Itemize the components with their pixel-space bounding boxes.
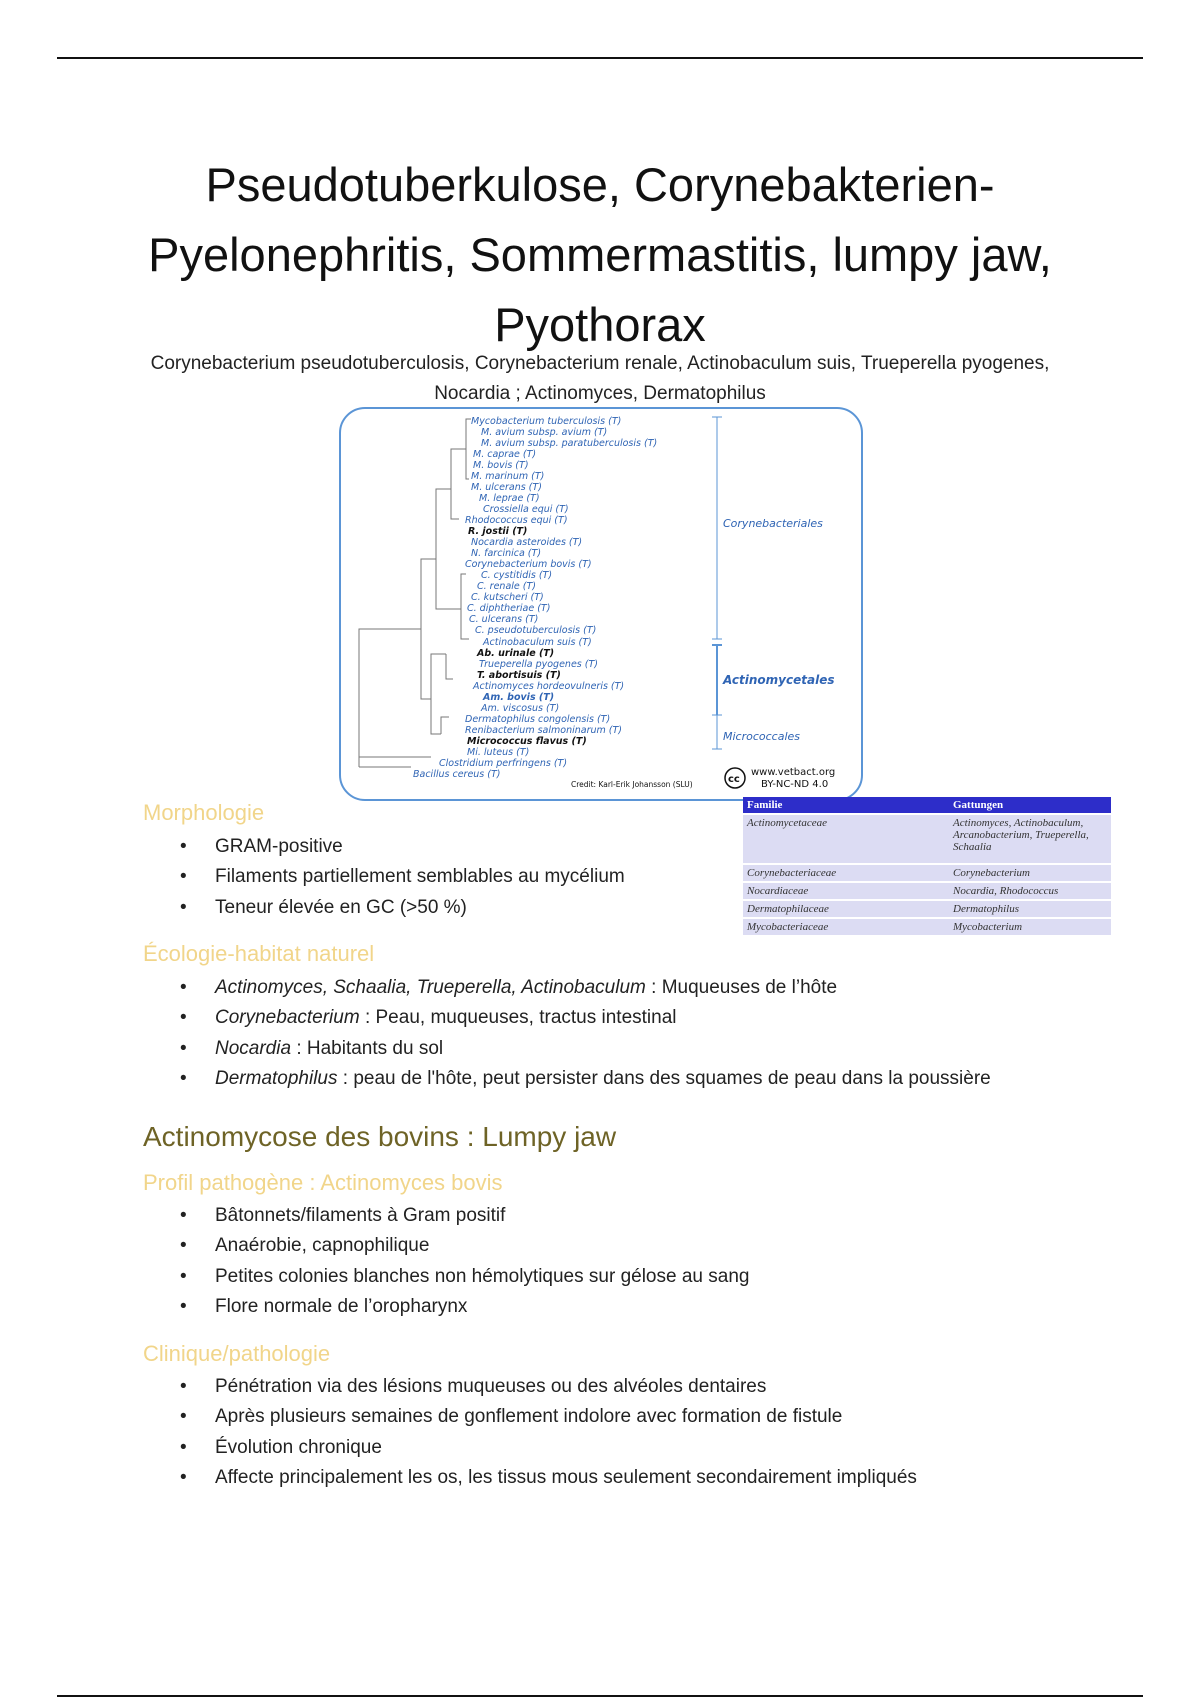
tree-taxon: M. leprae (T) [479, 493, 540, 504]
table-header: Gattungen [949, 797, 1111, 814]
profil-heading: Profil pathogène : Actinomyces bovis [143, 1170, 503, 1195]
table-cell: Actinomycetaceae [743, 814, 949, 864]
tree-taxon: Corynebacterium bovis (T) [465, 559, 592, 570]
cc-license-icon [725, 768, 745, 788]
list-item: • Bâtonnets/filaments à Gram positif [170, 1201, 749, 1231]
tree-branches [359, 419, 471, 767]
table-cell: Dermatophilaceae [743, 900, 949, 918]
tree-taxon: M. marinum (T) [471, 471, 545, 482]
tree-taxon: Crossiella equi (T) [483, 504, 569, 515]
tree-taxon: C. ulcerans (T) [469, 614, 539, 625]
tree-taxon: Micrococcus flavus (T) [467, 736, 587, 747]
lumpy-jaw-heading: Actinomycose des bovins : Lumpy jaw [143, 1121, 617, 1152]
list-item: • Pénétration via des lésions muqueuses ou des alvéoles dentaires [170, 1372, 917, 1402]
tree-taxon: M. avium subsp. avium (T) [481, 427, 608, 438]
ecologie-list [170, 973, 991, 1095]
morphologie-list [170, 832, 625, 923]
clinique-list [170, 1372, 917, 1494]
table-cell: Nocardia, Rhodococcus [949, 882, 1111, 900]
tree-taxon: M. avium subsp. paratuberculosis (T) [481, 438, 658, 449]
habitat-text: : peau de l'hôte, peut persister dans des squames de peau dans la poussière [337, 1068, 991, 1090]
list-item: • Après plusieurs semaines de gonflement indolore avec formation de fistule [170, 1402, 917, 1432]
list-item: • Affecte principalement les os, les tissus mous seulement secondairement impliqués [170, 1463, 917, 1493]
habitat-text: : Habitants du sol [291, 1037, 444, 1059]
table-cell: Nocardiaceae [743, 882, 949, 900]
table-header-row [743, 797, 1111, 814]
tree-taxon: Actinomyces hordeovulneris (T) [473, 681, 625, 692]
order-label: Corynebacteriales [723, 517, 823, 530]
order-label: Micrococcales [723, 730, 801, 743]
genus-name: Dermatophilus [215, 1068, 338, 1090]
list-item [170, 973, 991, 1003]
tree-taxon: N. farcinica (T) [471, 548, 542, 559]
list-item: • Anaérobie, capnophilique [170, 1231, 749, 1261]
license-label: BY-NC-ND 4.0 [761, 779, 829, 790]
genus-name: Corynebacterium [215, 1007, 360, 1029]
tree-taxon: M. caprae (T) [473, 449, 537, 460]
tree-taxon: Bacillus cereus (T) [413, 769, 501, 780]
family-table [743, 797, 1111, 935]
list-item: • Filaments partiellement semblables au mycélium [170, 862, 625, 892]
phylogenetic-tree [341, 409, 861, 799]
list-item [170, 1064, 991, 1094]
table-row [743, 814, 1111, 864]
table-cell: Mycobacteriaceae [743, 918, 949, 935]
list-item: • Évolution chronique [170, 1433, 917, 1463]
tree-taxon: C. pseudotuberculosis (T) [475, 625, 597, 636]
page-title: Pseudotuberkulose, Corynebakterien-Pyelonephritis, Sommermastitis, lumpy jaw, Pyothorax [148, 158, 1052, 351]
tree-taxon: C. cystitidis (T) [481, 570, 553, 581]
genus-name: Actinomyces, Schaalia, Trueperella, Actinobaculum [215, 977, 646, 998]
tree-taxon: Ab. urinale (T) [477, 648, 555, 659]
morphologie-heading: Morphologie [143, 800, 265, 825]
habitat-text: : Muqueuses de l’hôte [645, 977, 838, 998]
table-cell: Corynebacteriaceae [743, 864, 949, 882]
tree-labels [413, 416, 657, 780]
svg-text:cc: cc [728, 774, 740, 785]
tree-taxon: Actinobaculum suis (T) [483, 637, 592, 648]
tree-taxon: T. abortisuis (T) [477, 670, 561, 681]
tree-taxon: M. bovis (T) [473, 460, 529, 471]
tree-taxon: Am. viscosus (T) [481, 703, 560, 714]
table-row [743, 882, 1111, 900]
tree-taxon: Clostridium perfringens (T) [439, 758, 568, 769]
list-item [170, 1034, 991, 1064]
table-row [743, 864, 1111, 882]
ecologie-heading: Écologie-habitat naturel [143, 941, 375, 966]
tree-taxon: Rhodococcus equi (T) [465, 515, 568, 526]
table-cell: Corynebacterium [949, 864, 1111, 882]
tree-taxon: Trueperella pyogenes (T) [479, 659, 598, 670]
bottom-rule [57, 1695, 1143, 1697]
tree-taxon: C. kutscheri (T) [471, 592, 544, 603]
credit-label: Credit: Karl-Erik Johansson (SLU) [571, 780, 693, 789]
list-item: • GRAM-positive [170, 832, 625, 862]
table-row [743, 918, 1111, 935]
habitat-text: : Peau, muqueuses, tractus intestinal [359, 1007, 677, 1029]
profil-list [170, 1201, 749, 1323]
tree-taxon: C. diphtheriae (T) [467, 603, 551, 614]
list-item: • Petites colonies blanches non hémolytiques sur gélose au sang [170, 1262, 749, 1292]
table-header: Familie [743, 797, 949, 814]
tree-taxon: Dermatophilus congolensis (T) [465, 714, 611, 725]
tree-taxon: Nocardia asteroides (T) [471, 537, 583, 548]
table-cell: Dermatophilus [949, 900, 1111, 918]
tree-taxon: M. ulcerans (T) [471, 482, 542, 493]
genus-name: Nocardia [215, 1037, 292, 1059]
table-cell: Mycobacterium [949, 918, 1111, 935]
top-rule [57, 57, 1143, 59]
table-row [743, 900, 1111, 918]
tree-taxon: Renibacterium salmoninarum (T) [465, 725, 622, 736]
website-label: www.vetbact.org [751, 767, 836, 778]
list-item [170, 1003, 991, 1033]
order-label: Actinomycetales [723, 673, 835, 687]
page-subtitle: Corynebacterium pseudotuberculosis, Corynebacterium renale, Actinobaculum suis, Trueperella pyogenes, Nocardia ; Actinomyces, Dermatophilus [150, 353, 1050, 404]
table-cell: Actinomyces, Actinobaculum, Arcanobacterium, Trueperella, Schaalia [949, 814, 1111, 864]
tree-taxon: R. jostii (T) [468, 526, 528, 537]
list-item: • Flore normale de l’oropharynx [170, 1292, 749, 1322]
tree-taxon: Am. bovis (T) [483, 692, 555, 703]
list-item: • Teneur élevée en GC (>50 %) [170, 893, 625, 923]
phylogenetic-tree-figure [339, 407, 863, 801]
tree-taxon: Mycobacterium tuberculosis (T) [471, 416, 622, 427]
tree-taxon: Mi. luteus (T) [467, 747, 530, 758]
clinique-heading: Clinique/pathologie [143, 1341, 331, 1366]
tree-taxon: C. renale (T) [477, 581, 536, 592]
order-brackets [712, 417, 722, 749]
